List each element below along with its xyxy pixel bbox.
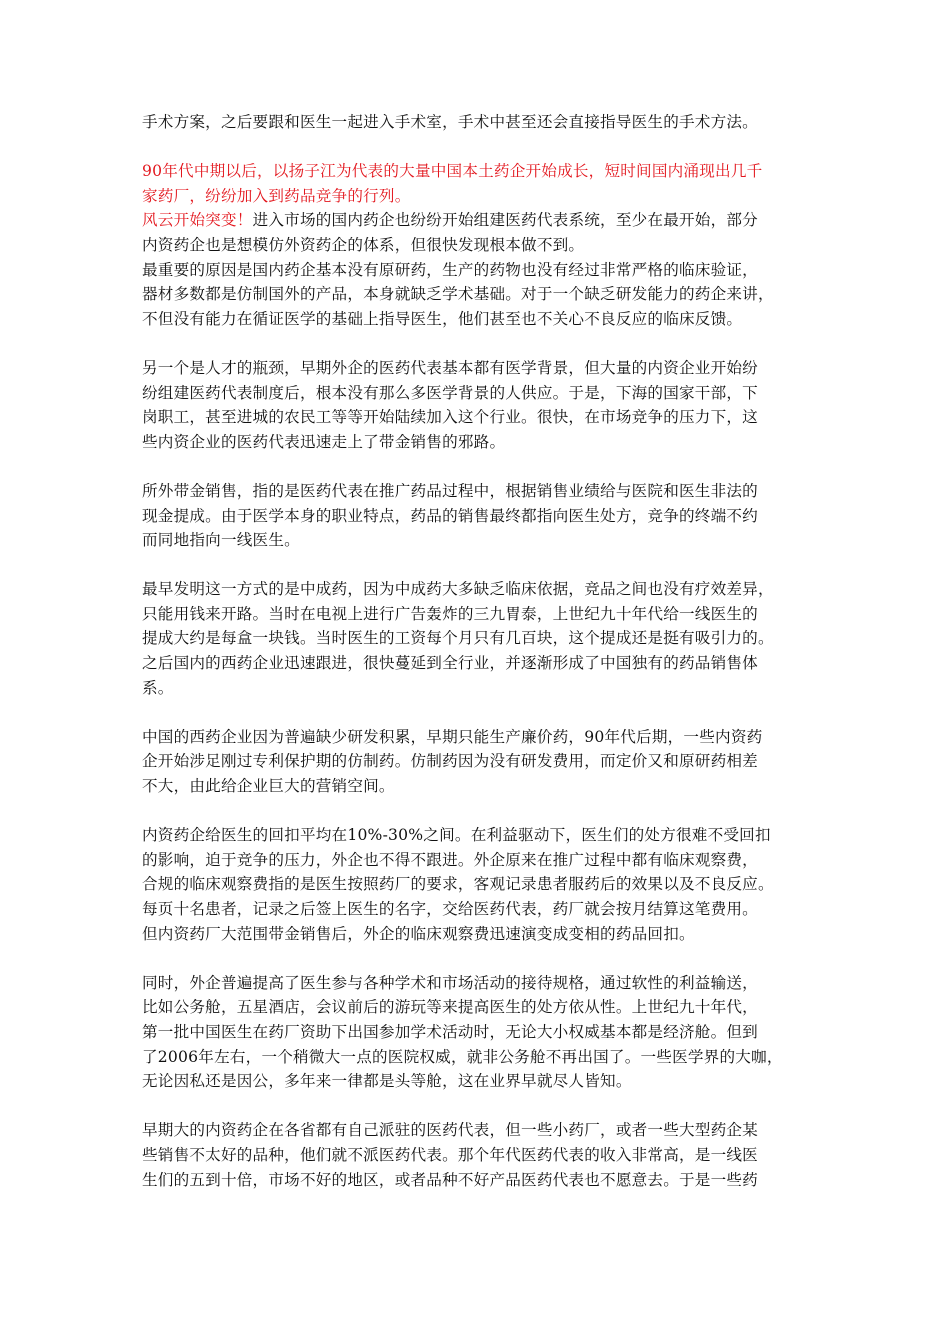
paragraph	[142, 356, 828, 454]
text-line: 只能用钱来开路。当时在电视上进行广告轰炸的三九胃泰，上世纪九十年代给一线医生的	[142, 604, 758, 623]
text-line: 所外带金销售，指的是医药代表在推广药品过程中，根据销售业绩给与医院和医生非法的	[142, 481, 758, 500]
paragraph	[142, 110, 828, 135]
text-line: 之后国内的西药企业迅速跟进，很快蔓延到全行业，并逐渐形成了中国独有的药品销售体	[142, 654, 758, 673]
text-line: 每页十名患者，记录之后签上医生的名字，交给医药代表，药厂就会按月结算这笔费用。	[142, 900, 758, 918]
text-line: 些内资企业的医药代表迅速走上了带金销售的邪路。	[142, 432, 506, 451]
text-line: 手术方案，之后要跟和医生一起进入手术室，手术中甚至还会直接指导医生的手术方法。	[142, 113, 758, 131]
paragraph	[142, 725, 828, 799]
paragraph	[142, 577, 828, 700]
text-line: 内资药企给医生的回扣平均在10%-30%之间。在利益驱动下，医生们的处方很难不受回扣	[142, 826, 771, 845]
paragraph	[142, 1118, 828, 1192]
text-line: 现金提成。由于医学本身的职业特点，药品的销售最终都指向医生处方，竞争的终端不约	[142, 506, 758, 525]
highlight-line: 90年代中期以后，以扬子江为代表的大量中国本土药企开始成长，短时间国内涌现出几千	[142, 162, 763, 181]
text-line: 合规的临床观察费指的是医生按照药厂的要求，客观记录患者服药后的效果以及不良反应。	[142, 875, 774, 894]
text-line: 些销售不太好的品种，他们就不派医药代表。那个年代医药代表的收入非常高，是一线医	[142, 1145, 758, 1164]
text-line: 第一批中国医生在药厂资助下出国参加学术活动时，无论大小权威基本都是经济舱。但到	[142, 1022, 758, 1041]
text-line: 的影响，迫于竞争的压力，外企也不得不跟进。外企原来在推广过程中都有临床观察费，	[142, 850, 758, 869]
document-body	[142, 110, 828, 1192]
text-line: 而同地指向一线医生。	[142, 531, 300, 550]
text-line: 纷组建医药代表制度后，根本没有那么多医学背景的人供应。于是，下海的国家干部，下	[142, 383, 758, 402]
text-line: 岗职工，甚至进城的农民工等等开始陆续加入这个行业。很快，在市场竞争的压力下，这	[142, 408, 758, 427]
text-line: 无论因私还是因公，多年来一律都是头等舱，这在业界早就尽人皆知。	[142, 1072, 632, 1091]
text-line: 早期大的内资药企在各省都有自己派驻的医药代表，但一些小药厂，或者一些大型药企某	[142, 1121, 758, 1140]
text-line: 提成大约是每盒一块钱。当时医生的工资每个月只有几百块，这个提成还是挺有吸引力的。	[142, 629, 774, 648]
text-line: 最重要的原因是国内药企基本没有原研药，生产的药物也没有经过非常严格的临床验证，	[142, 260, 758, 279]
paragraph	[142, 159, 828, 331]
highlight-line: 家药厂，纷纷加入到药品竞争的行列。	[142, 186, 411, 205]
text-line: 风云开始突变！进入市场的国内药企也纷纷开始组建医药代表系统，至少在最开始，部分	[142, 211, 758, 230]
text-line: 企开始涉足刚过专利保护期的仿制药。仿制药因为没有研发费用，而定价又和原研药相差	[142, 752, 758, 771]
text-line: 系。	[142, 678, 174, 697]
text-line: 但内资药厂大范围带金销售后，外企的临床观察费迅速演变成变相的药品回扣。	[142, 924, 695, 943]
text-line: 生们的五到十倍，市场不好的地区，或者品种不好产品医药代表也不愿意去。于是一些药	[142, 1170, 758, 1189]
paragraph	[142, 971, 828, 1094]
text-line: 了2006年左右，一个稍微大一点的医院权威，就非公务舱不再出国了。一些医学界的大咖，	[142, 1047, 783, 1066]
text-line: 中国的西药企业因为普遍缺少研发积累，早期只能生产廉价药，90年代后期，一些内资药	[142, 727, 763, 746]
text-line: 内资药企也是想模仿外资药企的体系，但很快发现根本做不到。	[142, 235, 585, 254]
text-line: 另一个是人才的瓶颈，早期外企的医药代表基本都有医学背景，但大量的内资企业开始纷	[142, 358, 758, 377]
text-line: 比如公务舱，五星酒店，会议前后的游玩等来提高医生的处方依从性。上世纪九十年代，	[142, 998, 758, 1017]
text-line: 不但没有能力在循证医学的基础上指导医生，他们甚至也不关心不良反应的临床反馈。	[142, 309, 743, 328]
paragraph	[142, 479, 828, 553]
paragraph	[142, 823, 828, 946]
highlight-lead: 风云开始突变！	[142, 211, 253, 230]
text-line: 器材多数都是仿制国外的产品，本身就缺乏学术基础。对于一个缺乏研发能力的药企来讲，	[142, 285, 774, 304]
text-line: 同时，外企普遍提高了医生参与各种学术和市场活动的接待规格，通过软性的利益输送，	[142, 973, 758, 992]
text-line: 最早发明这一方式的是中成药，因为中成药大多缺乏临床依据，竞品之间也没有疗效差异，	[142, 580, 774, 599]
text-line: 不大，由此给企业巨大的营销空间。	[142, 777, 395, 796]
